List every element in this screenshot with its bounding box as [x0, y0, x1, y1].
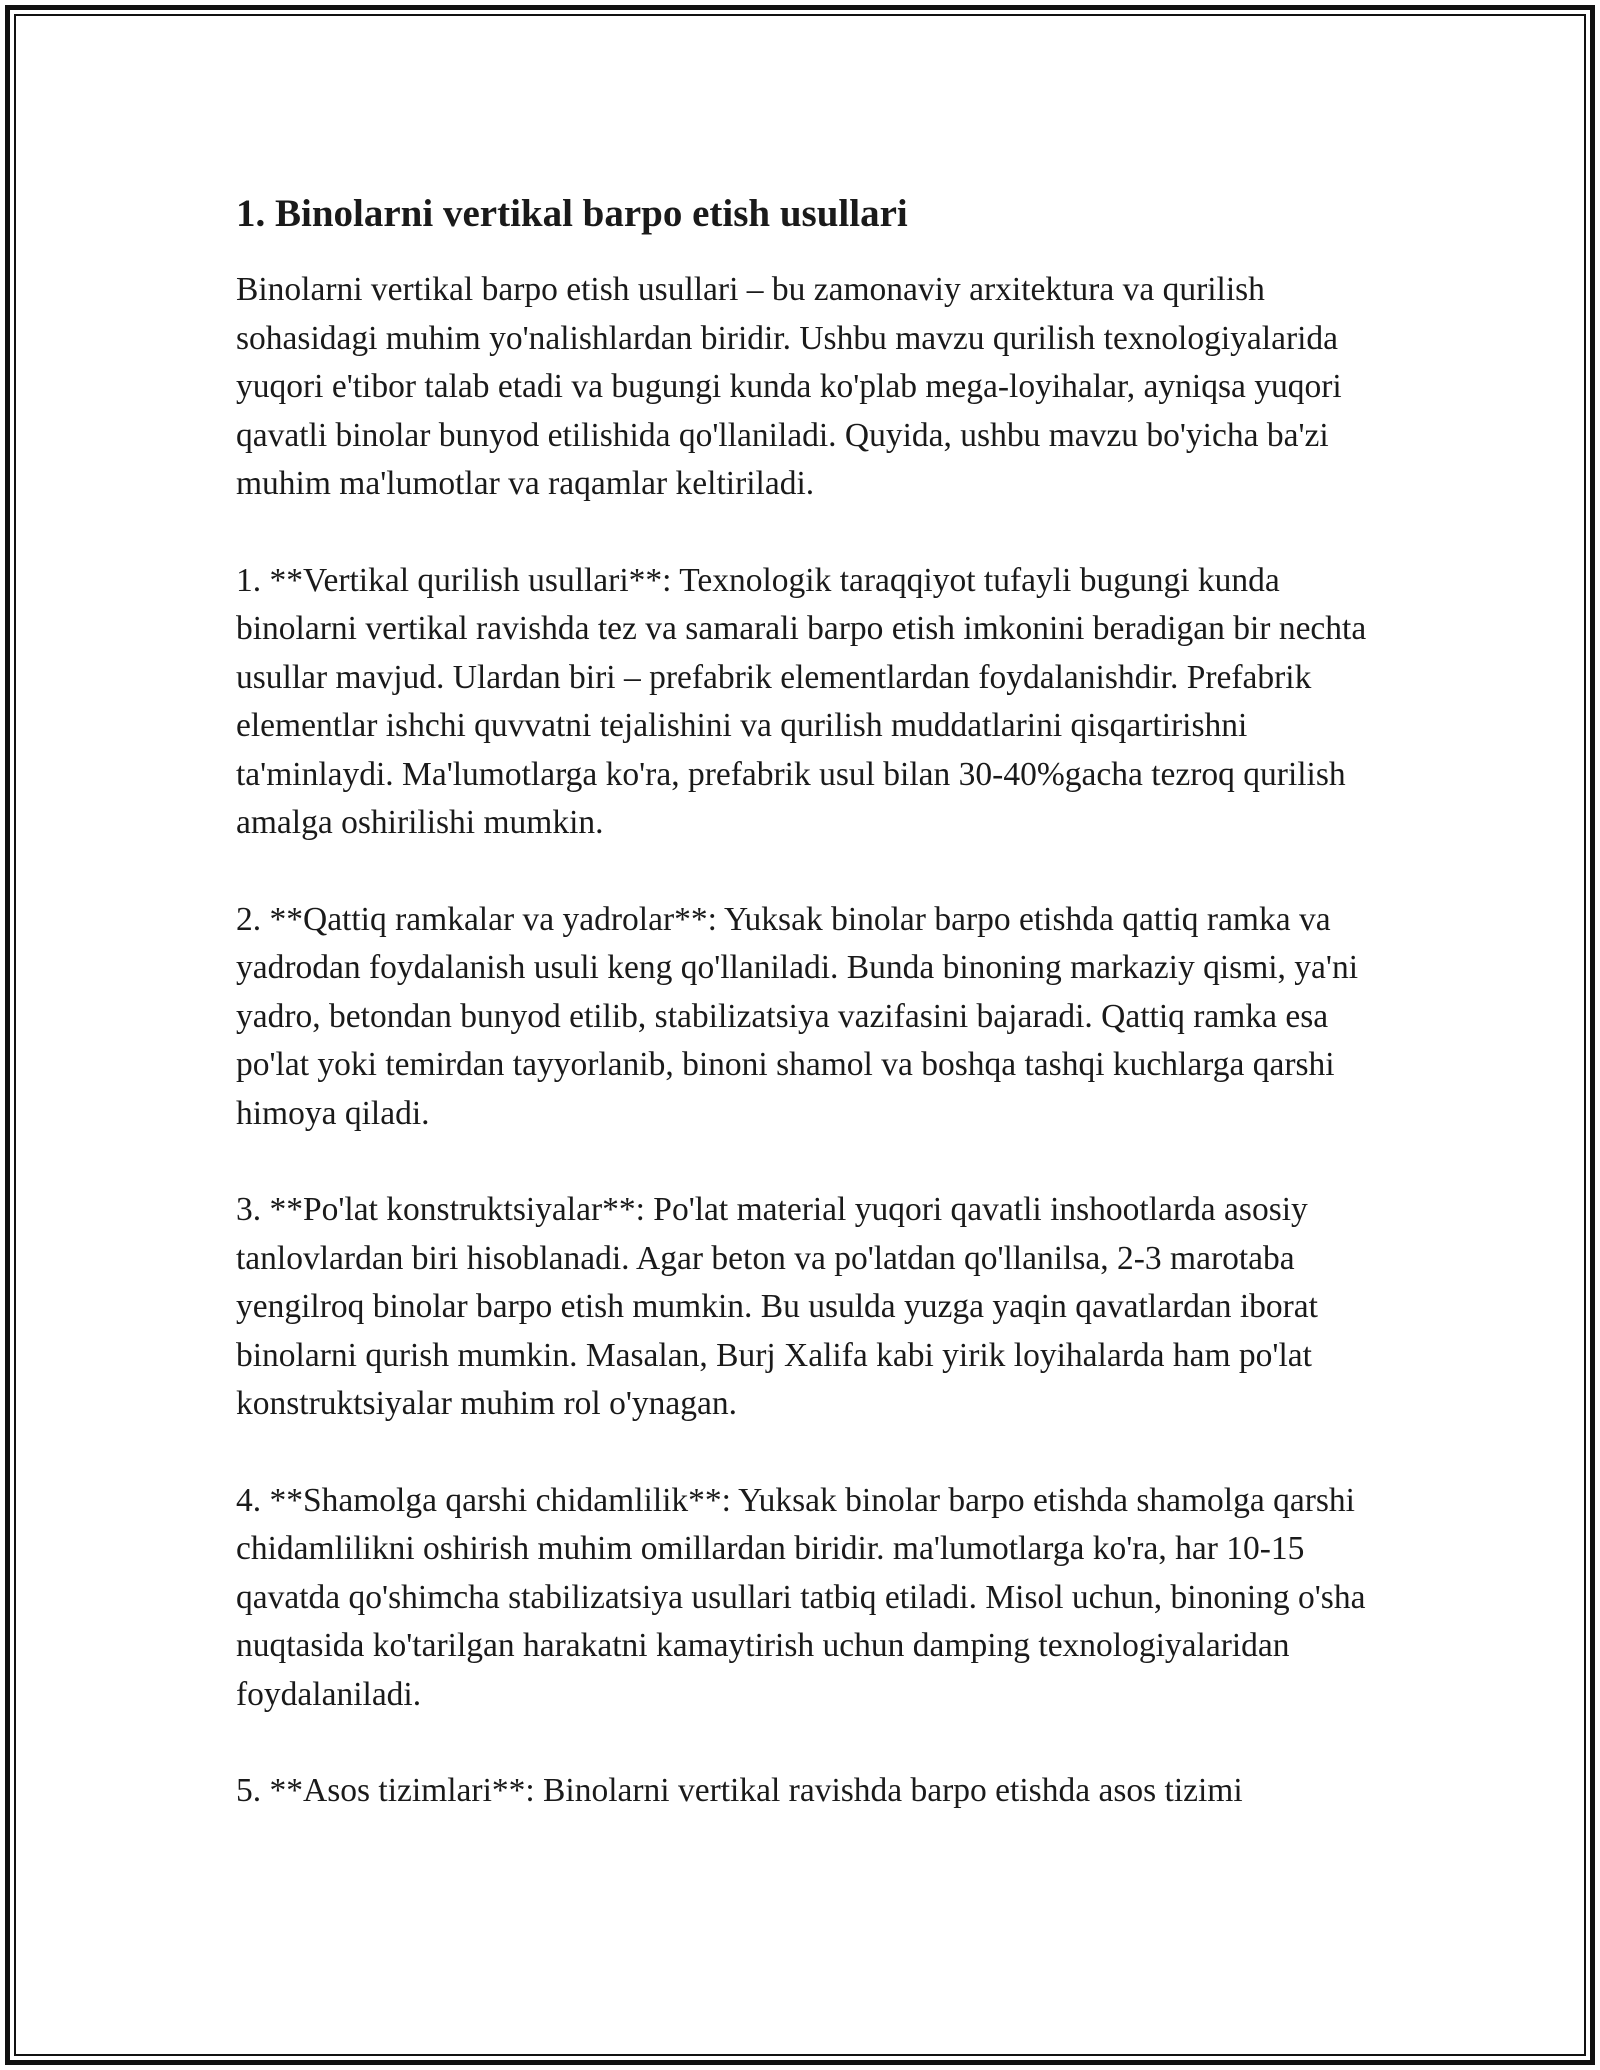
document-body: [236, 186, 1386, 1816]
list-item-foundation-systems: 5. **Asos tizimlari**: Binolarni vertikal ravishda barpo etishda asos tizimi: [236, 1772, 1243, 1809]
list-item-vertical-construction: 1. **Vertikal qurilish usullari**: Texnologik taraqqiyot tufayli bugungi kunda binolarni vertikal ravishda tez va samarali barpo etish imkonini beradigan bir nechta usullar mavjud. Ulardan biri – prefabrik elementlardan foydalanishdir. Prefabrik elementlar ishchi quvvatni tejalishini va qurilish muddatlarini qisqartirishni ta'minlaydi. Ma'lumotlarga ko'ra, prefabrik usul bilan 30-40%gacha tezroq qurilish amalga oshirilishi mumkin.: [236, 561, 1367, 841]
list-item-steel-structures: 3. **Po'lat konstruktsiyalar**: Po'lat material yuqori qavatli inshootlarda asosiy tanlovlardan biri hisoblanadi. Agar beton va po'latdan qo'llanilsa, 2-3 marotaba yengilroq binolar barpo etish mumkin. Bu usulda yuzga yaqin qavatlardan iborat binolarni qurish mumkin. Masalan, Burj Xalifa kabi yirik loyihalarda ham po'lat konstruktsiyalar muhim rol o'ynagan.: [236, 1191, 1318, 1422]
document-title: 1. Binolarni vertikal barpo etish usullari: [236, 192, 908, 235]
intro-paragraph: Binolarni vertikal barpo etish usullari – bu zamonaviy arxitektura va qurilish sohasidagi muhim yo'nalishlardan biridir. Ushbu mavzu qurilish texnologiyalarida yuqori e'tibor talab etadi va bugungi kunda ko'plab mega-loyihalar, ayniqsa yuqori qavatli binolar bunyod etilishida qo'llaniladi. Quyida, ushbu mavzu bo'yicha ba'zi muhim ma'lumotlar va raqamlar keltiriladi.: [236, 271, 1342, 502]
list-item-wind-resistance: 4. **Shamolga qarshi chidamlilik**: Yuksak binolar barpo etishda shamolga qarshi chidamlilikni oshirish muhim omillardan biridir. ma'lumotlarga ko'ra, har 10-15 qavatda qo'shimcha stabilizatsiya usullari tatbiq etiladi. Misol uchun, binoning o'sha nuqtasida ko'tarilgan harakatni kamaytirish uchun damping texnologiyalaridan foydalaniladi.: [236, 1481, 1366, 1713]
list-item-rigid-frames-cores: 2. **Qattiq ramkalar va yadrolar**: Yuksak binolar barpo etishda qattiq ramka va yadrodan foydalanish usuli keng qo'llaniladi. Bunda binoning markaziy qismi, ya'ni yadro, betondan bunyod etilib, stabilizatsiya vazifasini bajaradi. Qattiq ramka esa po'lat yoki temirdan tayyorlanib, binoni shamol va boshqa tashqi kuchlarga qarshi himoya qiladi.: [236, 900, 1359, 1132]
